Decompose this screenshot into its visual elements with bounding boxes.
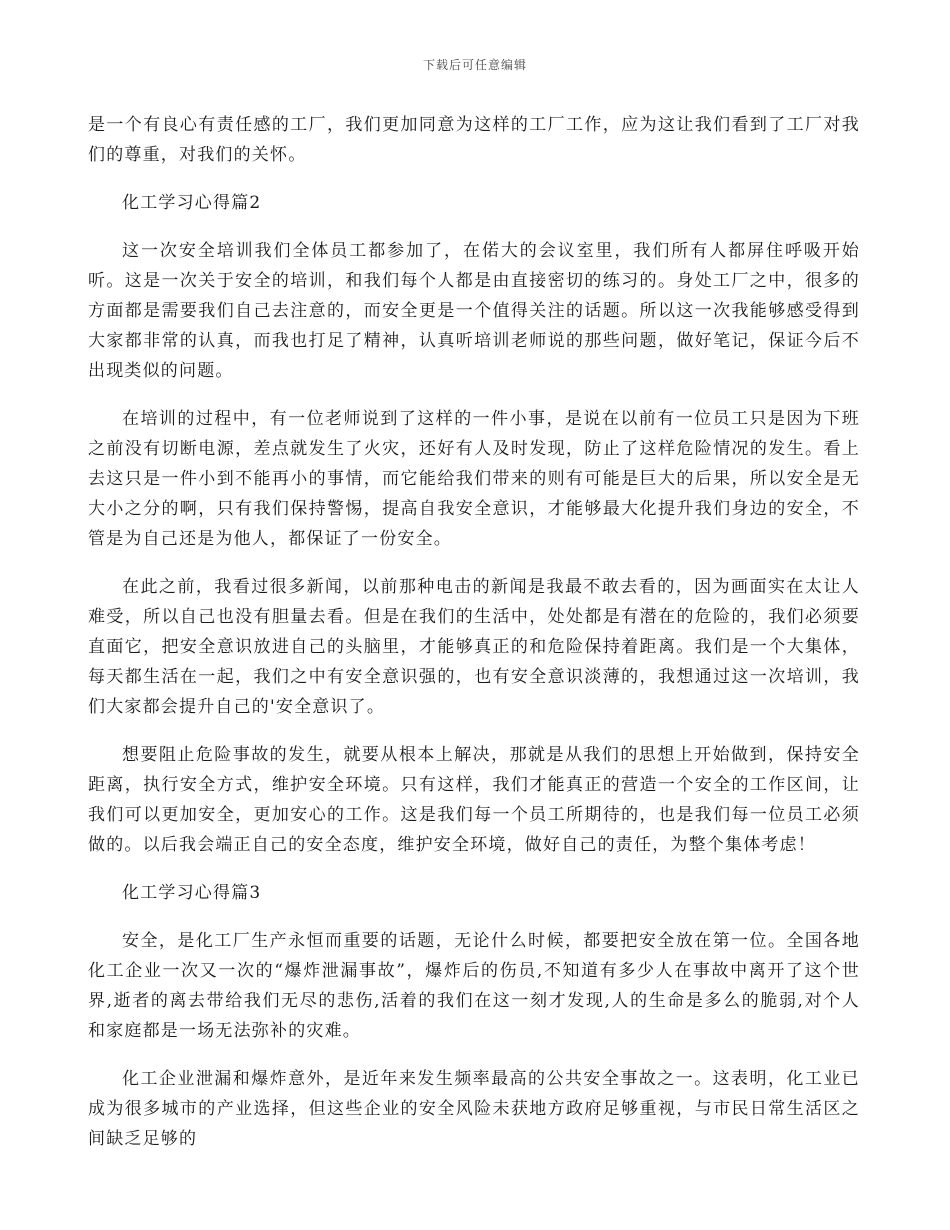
section-heading-2: 化工学习心得篇2 (122, 193, 262, 213)
paragraph: 想要阻止危险事故的发生，就要从根本上解决，那就是从我们的思想上开始做到，保持安全距离，执行安全方式，维护安全环境。只有这样，我们才能真正的营造一个安全的工作区间，让我们可以更加安全，更加安心的工作。这是我们每一个员工所期待的，也是我们每一位员工必须做的。以后我会端正自己的安全态度，维护安全环境，做好自己的责任，为整个集体考虑！ (88, 745, 860, 855)
section-heading-3: 化工学习心得篇3 (122, 883, 262, 903)
page-header: 下载后可任意编辑 (422, 58, 527, 72)
paragraph: 在培训的过程中，有一位老师说到了这样的一件小事，是说在以前有一位员工只是因为下班之前没有切断电源，差点就发生了火灾，还好有人及时发现，防止了这样危险情况的发生。看上去这只是一件小到不能再小的事情，而它能给我们带来的则有可能是巨大的后果，所以安全是无大小之分的啊，只有我们保持警惕，提高自我安全意识，才能够最大化提升我们身边的安全，不管是为自己还是为他人，都保证了一份安全。 (88, 409, 860, 549)
paragraph: 在此之前，我看过很多新闻，以前那种电击的新闻是我最不敢去看的，因为画面实在太让人难受，所以自己也没有胆量去看。但是在我们的生活中，处处都是有潜在的危险的，我们必须要直面它，把安全意识放进自己的头脑里，才能够真正的和危险保持着距离。我们是一个大集体，每天都生活在一起，我们之中有安全意识强的，也有安全意识淡薄的，我想通过这一次培训，我们大家都会提升自己的'安全意识了。 (88, 577, 860, 717)
paragraph: 化工企业泄漏和爆炸意外，是近年来发生频率最高的公共安全事故之一。这表明，化工业已成为很多城市的产业选择，但这些企业的安全风险未获地方政府足够重视，与市民日常生活区之间缺乏足够的 (88, 1069, 860, 1149)
paragraph: 这一次安全培训我们全体员工都参加了，在偌大的会议室里，我们所有人都屏住呼吸开始听。这是一次关于安全的培训，和我们每个人都是由直接密切的练习的。身处工厂之中，很多的方面都是需要我们自己去注意的，而安全更是一个值得关注的话题。所以这一次我能够感受得到大家都非常的认真，而我也打足了精神，认真听培训老师说的那些问题，做好笔记，保证今后不出现类似的问题。 (88, 241, 860, 381)
paragraph: 安全，是化工厂生产永恒而重要的话题，无论什么时候，都要把安全放在第一位。全国各地化工企业一次又一次的“爆炸泄漏事故”，爆炸后的伤员,不知道有多少人在事故中离开了这个世界,逝者的离去带给我们无尽的悲伤,活着的我们在这一刻才发现,人的生命是多么的脆弱,对个人和家庭都是一场无法弥补的灾难。 (88, 931, 860, 1041)
paragraph-continuation: 是一个有良心有责任感的工厂，我们更加同意为这样的工厂工作，应为这让我们看到了工厂对我们的尊重，对我们的关怀。 (88, 115, 860, 165)
document-body (88, 110, 860, 1172)
